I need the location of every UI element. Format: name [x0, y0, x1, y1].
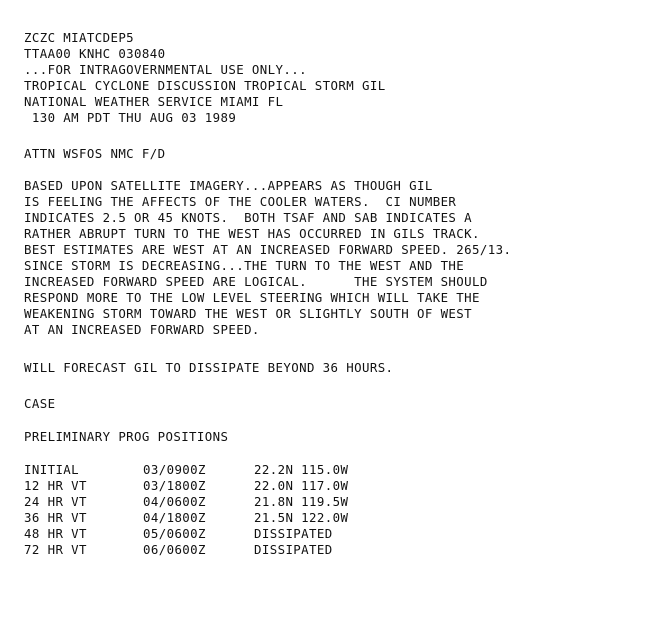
positions-title: PRELIMINARY PROG POSITIONS	[24, 429, 229, 444]
forecast-line: WILL FORECAST GIL TO DISSIPATE BEYOND 36 HOURS.	[24, 360, 394, 375]
position-coords: 22.2N 115.0W	[254, 462, 349, 477]
position-coords: 21.5N 122.0W	[254, 510, 349, 525]
position-time: 04/0600Z	[143, 494, 206, 509]
position-label: 24 HR VT	[24, 494, 87, 509]
position-label: INITIAL	[24, 462, 80, 477]
position-coords: 22.0N 117.0W	[254, 478, 349, 493]
attn-line: ATTN WSFOS NMC F/D	[24, 146, 166, 161]
body-line-9: WEAKENING STORM TOWARD THE WEST OR SLIGHTLY SOUTH OF WEST	[24, 306, 473, 321]
body-line-4: RATHER ABRUPT TURN TO THE WEST HAS OCCURRED IN GILS TRACK.	[24, 226, 480, 241]
header-line-4: TROPICAL CYCLONE DISCUSSION TROPICAL STORM GIL	[24, 78, 386, 93]
position-label: 12 HR VT	[24, 478, 87, 493]
body-line-6: SINCE STORM IS DECREASING...THE TURN TO THE WEST AND THE	[24, 258, 465, 273]
body-line-10: AT AN INCREASED FORWARD SPEED.	[24, 322, 260, 337]
position-label: 36 HR VT	[24, 510, 87, 525]
header-line-3: ...FOR INTRAGOVERNMENTAL USE ONLY...	[24, 62, 307, 77]
position-coords: DISSIPATED	[254, 526, 333, 541]
body-line-1: BASED UPON SATELLITE IMAGERY...APPEARS AS THOUGH GIL	[24, 178, 433, 193]
position-coords: DISSIPATED	[254, 542, 333, 557]
header-line-1: ZCZC MIATCDEP5	[24, 30, 135, 45]
position-time: 03/0900Z	[143, 462, 206, 477]
position-time: 05/0600Z	[143, 526, 206, 541]
header-line-6: 130 AM PDT THU AUG 03 1989	[24, 110, 237, 125]
position-time: 04/1800Z	[143, 510, 206, 525]
position-label: 48 HR VT	[24, 526, 87, 541]
body-line-5: BEST ESTIMATES ARE WEST AT AN INCREASED FORWARD SPEED. 265/13.	[24, 242, 512, 257]
body-line-8: RESPOND MORE TO THE LOW LEVEL STEERING WHICH WILL TAKE THE	[24, 290, 480, 305]
body-line-3: INDICATES 2.5 OR 45 KNOTS. BOTH TSAF AND SAB INDICATES A	[24, 210, 473, 225]
position-row	[24, 542, 333, 622]
case-line: CASE	[24, 396, 56, 411]
body-line-7: INCREASED FORWARD SPEED ARE LOGICAL. THE SYSTEM SHOULD	[24, 274, 488, 289]
position-label: 72 HR VT	[24, 542, 87, 557]
position-coords: 21.8N 119.5W	[254, 494, 349, 509]
position-time: 06/0600Z	[143, 542, 206, 557]
header-line-2: TTAA00 KNHC 030840	[24, 46, 166, 61]
position-time: 03/1800Z	[143, 478, 206, 493]
header-line-5: NATIONAL WEATHER SERVICE MIAMI FL	[24, 94, 284, 109]
body-line-2: IS FEELING THE AFFECTS OF THE COOLER WATERS. CI NUMBER	[24, 194, 457, 209]
